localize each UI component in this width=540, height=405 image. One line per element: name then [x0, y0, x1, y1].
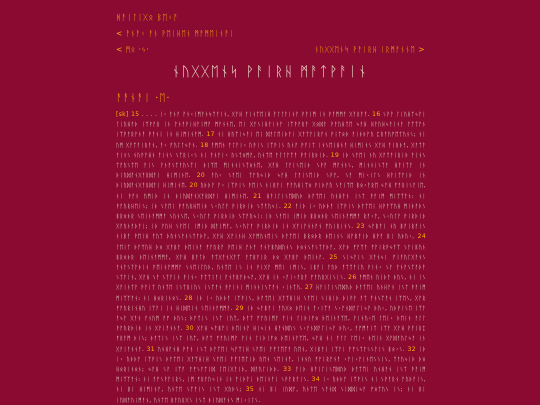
- verse-text: ᚨᛁᚦ ᚺᚨᛁᛚᛁᛊᛖᛞᚢᚦ ᚦᚨᛏᛖᛁ ᚢᚾᚺᚨᚾ ᛁᛊᛏ ᚹᚨᛁᛗ ᛗᛁᛉᛉᚨᚾ: ᚾᛁ ᚨᚠᛊᚹᚨᛁᚱᛊ, ᛁᛗ ᚠᚱᚨᚢᛃᛁᚾ ᛁᚾ ᚨᛁᚦᚨᛁ ᚦᛖᛁᚾᚨᛁ ᛊᚹᚨᚱᚨᛁᛊ.: [116, 367, 427, 384]
- verse-number: 29: [235, 304, 247, 312]
- site-home-link[interactable]: ᚻᚨᛁᛚᛁᚷᛟ ᛒᛖᚲᚨ: [116, 13, 179, 22]
- verse-text: ᛁᚲ ᚢᚦᚦᚨ ᛁᛉᚹᛁᛊ ᚾᛁ ᛊᚹᚨᚱᚾ ᚨᚢᚦᚨᛁᛊ, ᚾᛁ ᛒᛁ ᚺᛁᛗᛁᚾᚨ, ᚢᚾᛏᛖ ᛊᛏᚨᛁᛊ ᛁᛊᛏ ᚷᚢᚦᛊ;: [116, 377, 426, 394]
- verse-number: 16: [372, 111, 383, 118]
- verse-text: ᚨᛗᛖᚾ ᚢᛁᚦᚨ ᚦᚢᛊ, ᚾᛁ ᛁᛊ ᚷᚨᛁᚾᛏᚨ ᚹᚨᛁᛏ ᚢᚾᛏᛖ ᛁᛊᛏᚱᛁᚢᛊ ᛁᛊᛏᚨᚾ ᚹᚨᛁᚾᛁ ᛗᛁᚾᚾᛁᛊᛏᚨᚾ ᚲᛁᚾᛏᚢ.: [116, 275, 426, 292]
- verse-text: ᚷᚨᚺ ᛃᚨᛒᚨᛁ ᚦᛖᛁᚾᚨ ᚺᛁᛃᛁᚾ ᚺᚨᚾᛞᚢᛊ ᛊᚲᚨᚾᛞᚨᛚᛁᛃᚨ ᚦᚢᚲ, ᚨᚠᛗᚨᛁᛏ ᛁᛉᚨ ᚷᚨᚺ ᚹᚨᛁᚱᛈ ᚠᚱᚨᛗ ᚦᛁᛊ; ᚦᚨᛏᛁᛊ ᛁᛊᛏ ᛁᚢᛏ, ᚦᚨᛏ ᚠᚨᚢᛁᛗᚨ ᚨᛁᚾ ᛚᛁᚦᛁᚠᛟ ᚦᛖᛁᚾᚨᛉᛖ, ᛃᚨᚺ ᚾᛁ ᚨᛚᛚ ᛚᛖᛁᚲ ᚦᛖᛁᚾ ᚷᚨᛞᚨᚢᛚᛃᚨ ᛁᚾ ᚷᚨᛁᚨᚾᚾᚨ.: [116, 326, 427, 353]
- verse-number: 23: [356, 223, 368, 231]
- back-to-contents-link[interactable]: < ᚨᚾᚨᚲ ᚨᚾ ᚹᛖᛁᚺᛖᚾ ᛗᚨᛗᛖᛁᚾᚨᛁ: [116, 29, 235, 38]
- verse-text: ᚾᛁ ᛒᛁ ᛁᚢᛞᚨ, ᚢᚾᛏᛖ ᛊᚨᚾᛞ ᛊᛁᛞᛞᛁᛃᚨ ᚠᛟᛏᚢᛊ ᛁᛊ; ᚾᛁ ᛒᛁ ᛁᚢᛞᚨᚢᛁᛗᚨᚾ, ᚢᚾᛏᛖ ᛒᚨᚢᚱᚷᛊ ᛁᛊᛏ ᚦᛁᚢᛞᚨᚾᛊ ᛗᛁᚲᛁᛚᛊ.: [116, 387, 427, 404]
- verse-number: 25: [329, 253, 343, 261]
- verse-text: ᚨᛗᛖᚾ ᚨᛚᚨᛁᚲ ᚢᚹᛁᛊ ᛁᛉᚹᛁᛊ ᚢᚾᚨ ᚹᚨᛁᛏ ᛁᚾᛊᛖᛁᚺᚾᚨ ᚺᛁᛗᛁᚾᛊ ᚷᚨᚺ ᚨᛁᚱᚦᚨ, ᚷᚨᛏᚨ ᚨᛁᚾᛊ ᚾᚢᚹᚨᚺᚾ ᚨᛁᚾᛊ ᛊᛏᚱᛁᚲᛊ ᚾᛁ ᚨᚾᚨᛁᚲ ᚢᛊᛏᛟᛗᚨ, ᚢᚾᛏᛖ ᚨᛚᛚᚨᛏᚨ ᚹᚨᛁᚱᚦᛁᚦ.: [116, 142, 427, 159]
- verse-number: 19: [330, 151, 342, 159]
- verse-number: 20: [189, 182, 201, 190]
- verse-number: 18: [200, 141, 212, 149]
- verse-number: 28: [184, 294, 196, 302]
- verse-number: 33: [283, 366, 296, 374]
- verse-text: ᚢᚾᚺᚨᚾᚺ ᚹᚨᚾ ᛁᛊᛏ ᚦᚨᛏᛖᛁ ᛋᚨᛉᛁᚺ ᛊᚨᛖᛁ ᚨᚠᛚᛖᛏᚨ ᚢᛖᚾ, ᚷᛁᛒᚨᛁ ᛁᛉᚨᛁ ᚨᚠᛊᛏᚨᛊᛊᚨᛁᛊ ᛒᛟᚲᛊ.: [157, 346, 408, 353]
- book-title: ᚾᚢᚷᚷᛖᚾᛋ ᚹᚨᛁᚱᚺ ᛗᚨᛏᚹᚨᛁᚾ: [171, 64, 369, 80]
- verse-number: 24: [417, 233, 426, 241]
- verse-text: . . . . ᛁᚲ ᚨᚾᚨ ᚨᚾᚲᛁᛗᚨᚾᛋᛏᚨᛁᚾ, ᚷᚨᚺ ᚨᛁᚾᛏᛖᛁᚺ ᚨᛚᛚᚨᛁᚾᚨ ᚹᚨᛁᛗ ᛁᚾ ᚹᚨᛗᛗᚨ ᚷᚨᚱᚨᚨ.: [141, 112, 373, 118]
- verse-number: 20: [196, 172, 212, 180]
- verse-number: 34: [311, 376, 323, 384]
- verse-text: ᚺᚨᛁᛚᛁᛊᛖᛞᚢᚦ ᚦᚨᛏᛖᛁ ᚢᚾᚺᚨᚾ ᛁᛊᛏ ᚹᚨᛁᛗ ᛗᛁᛉᛉᚨᚾ: ᚾᛁ ᚹᚨᚢᚱᚺᛖᛁᛊ; ᛁᚦ ᛊᚨᛖᛁ ᚹᚨᚢᚱᚺᛖᛁᚦ ᛊᚲᚢᛚᚨ ᚹᛁᚱᚦᛁᚦ ᛊᛏᚨᚢᛃᛁ.: [116, 193, 426, 210]
- verse-number: 22: [283, 202, 295, 210]
- chapter-body: [116, 110, 426, 405]
- chapter-title: ᚨᚨᚾᚨᛁ ·ᛖ·: [116, 93, 171, 104]
- verse-number: 30: [185, 325, 197, 333]
- verse-text: ᛁᚦ ᛊᚨᛖᛁ ᚾᚢ ᚷᚨᛏᚨᛁᚱᛁᚦ ᚨᛁᚾᛊ ᛏᚨᚢᛊᛏᛖ ᚨᛁᛊ ᚨᚾᚨᛊᛏᚨᚢᛊᛏᛁ ᚦᛁᛉᛖ ᛗᛁᚾᚾᛁᛊᛏᛟᚾᛖ, ᚷᚨᚺ ᛚᚨᛁᛊᛖᛁᚦ ᛊᚹᚨ ᛗᚨᚾᚾᛊ, ᛗᛁᚾᚾᛁᛊᛏᚨ ᚺᚨᛁᛏᚨ ᛁᚾ ᚦᛁᚢᛞᚨᚾᚷᚨᚱᛞᚨᛁ ᚺᛁᛗᛁᚾᛖ.: [116, 152, 427, 180]
- next-book-link[interactable]: ᚾᚢᚷᚷᛖᚾᛋ ᚹᚨᛁᚱᚺ ᛁᚱᛗᚨᚾᚾᛖ >: [314, 45, 425, 54]
- verse-text: ᛁᚦ ᛁᚲ ᚢᚦᚦᚨ ᛁᛉᚹᛁᛊ ᚦᚨᛏᛖᛁ ᚷᚨᛉᚺᛁᚺ ᛊᚨᛖᛁ ᚨᚠᛚᛖᛏᛁᚦ ᚢᛖᚾ ᛊᛖᛁᚾᚨ, ᛁᚾᚾᚢ ᚠᚨᛁᚱᚨᚾᚨ ᚲᚨᛁᚲᚨᛁᚾᛖᛊᛊᛁᛊ, ᛏᚨᚢᛃᛁᚦ ᚦᛟ ᚺᛟᚱᛁᚾᛟᚾ; ᛃᚨᚺ ᛊᚨ ᛁᛉᚨ ᚨᚠᛊᚨᛏᛁᛞ ᛚᛖᛁᚷᚨᛁᚦ, ᛞᚨᚢᛚᛁᚦᚦ.: [116, 346, 427, 374]
- verse-text: ᛁᚦ ᛁᚲ ᚢᚦᚦᚨ ᛁᛉᚹᛁᛊ, ᚦᚨᛏᛖᛁ ᚷᚨᛉᚺᛁᚺ ᛊᚨᛖᛁ ᛊᛁᚺᛁᚦ ᚦᛁᚹᚨ ᚨᛏ ᚨᚾᛊᛏᚨᚾ ᛁᛉᛖᛊ, ᚷᚨᚱ ᚠᚨᚢᚱᛁᚾᚺᚢ ᛁᛉᚨᛁ ᛁᚾ ᚺᛁᛞᛖᛁᚾ ᛊᛖᛁᚾᚨᛗᛗᚨ.: [116, 295, 427, 312]
- verse-number: 32: [407, 345, 419, 353]
- verse-text: ᚾᛁ ᚺᚢᛉᛁᛃᚨᛁ ᛖᛁ ᛞᚨᛚᛖᛁᚦᚨᛁ ᚷᚨᛏᚨᛁᚱᚨᚾ ᚹᛁᛏᛟᚦ ᚨᛁᚦᚦᚨᚢ ᛈᚱᚨᚢᚠᛖᛏᚢᚾᛊ; ᚾᛁ ᚢᛗ ᚷᚨᛏᚨᛁᚱᚨᚾ, ᚨᚲ ᚠᚢᛚᛚᛃᚨᚾ.: [116, 132, 427, 149]
- verse-number: 26: [348, 274, 359, 282]
- verse-text: ᛁᚦ ᛃᚨᛒᚨᛁ ᚨᚢᚷᛟ ᚦᛖᛁᚾ ᚨᚲᛁᛉᚨ ᛊᚲᚨᚾᛞᚨᛚᛁᛃᚨ ᚦᚢᚲ, ᚢᚦᚹᛁᛊᛖ ᛁᛉᚨ ᚨᛃᚨ ᚷᚨᚾ ᚨᚾᚢᛗ ᚨᚠ ᚦᚢᛊ; ᚦᚨᛏᛁᛊ ᛁᛊᛏ ᛁᚢᛏ, ᚦᚨᛏ ᚠᚨᚢᛁᛗᚨ ᚨᛁᚾ ᛚᛁᚦᛁᚠᛟ ᚦᛖᛁᚾᚨᛉᛖ, ᚨᛁᚾᚢᚲᛖ ᛚᛖᛁᚲ ᚦᛖᛁᚾ ᚨᛚᛚ ᚹᚨᚢᚱᚦᛁᚦ ᛁᚾ ᚷᚨᛁᚨᚾᚾᚨ.: [116, 305, 426, 333]
- verse-text: ᚨᛁᚦ ᛁᚲ ᚢᚦᚦᚨ ᛁᛉᚹᛁᛊ ᚦᚨᛏᛖᛁ ᚺᚹᚨᛉᚢᚺ ᛗᛁᚦᚨᚦᛊ ᛒᚱᛟᚦᚱ ᛊᛖᛁᚾᚨᛗᛗᚨ ᛊᚢᚾᛊᛖ, ᛊᚲᚢᛚᚨ ᚹᛁᚱᚦᛁᚦ ᛊᛏᚨᚢᛃᛁ: ᛁᚦ ᛊᚨᛖᛁ ᛁᛗᛁᚦ ᛒᚱᛟᚦᚱ ᛊᛖᛁᚾᚨᛗᛗᚨ ᚱᚨᚲᚨ, ᛊᚲᚢᛚᚨ ᚹᛁᚱᚦᛁᚦ ᚷᚨᚢᚾᚨᚦᚨᛁ; ᛁᚦ ᚨᚢᚺ ᛊᚨᛖᛁ ᛁᛗᛁᚦ ᛞᚨᛁᛗᚨ, ᛊᚲᚢᛚᚨ ᚹᛁᚱᚦᛁᚦ ᛁᚾ ᚷᚨᛁᚨᚾᚾᚨᚾ ᚠᚢᛁᚱᛁᚾᛊ.: [116, 203, 426, 231]
- verse-text: ᚨᚢᚲ ᛊᚨᛖᛁ ᛏᚨᚢᛃᛁᚦ ᛃᚨᚺ ᛚᚨᛁᛊᛖᛁᚦ ᛊᚹᚨ, ᛊᚨ ᛗᛁᚲᛁᛚᛊ ᚺᚨᛁᛏᚨᛁᚦ ᛁᚾ ᚦᛁᚢᛞᚨᚾᚷᚨᚱᛞᚨᛁ ᚺᛁᛗᛁᚾᛖ.: [116, 173, 427, 190]
- previous-book-link[interactable]: < ᛗᛟ ·ᛃ·: [116, 45, 150, 54]
- verse-number: [sk] 15: [116, 111, 142, 118]
- verse-number: 17: [206, 131, 218, 139]
- verse-text: ᛊᚹᚨ ᛚᛁᚢᚺᛏᛃᚨᛁ ᛚᛁᚢᚺᚨᚦ ᛁᛉᚹᚨᚱ ᛁᚾ ᚨᚾᚨᚹᛁᚺᚨᛁᛗᚨ ᛗᚨᚾᚾᛖ, ᛖᛁ ᚷᚨᛊᛁᚺᚨᛁᚾᚨ ᛁᛉᚹᚨᚱᚨ ᚷᛟᛞᚨ ᚹᚨᚢᚺᛏᛖ ᛃᚨᚺ ᚺᚨᚢᚺᛃᚨᛁᚾᚨ ᚨᛏᛏᚨᚾ ᛁᛉᚹᚨᚱᚨᚾᚨ ᚹᚨᚾᛁ ᛁᚾ ᚺᛁᛗᛁᚾᚨᛗ.: [116, 112, 426, 139]
- verse-text: ᛊᛁᛃᚨᛁᛊ ᚷᚨᚾᛃᛁ ᚠᛁᚨᚢᛚᚷᚨᚾᛊ ᚨᚾᚨᛊᛏᚨᚦᛁᚾ ᚹᛖᛁᚾᚨᛗᛗᚨ ᛊᚾᛖᛁᛚᚢᚦ, ᚢᚾᛏᛖ ᛁᛊ ᛁᚾ ᚹᛁᚷᚨ ᛗᛖᛁ ᛁᛗᛁᛊ, ᛁᛒᚨᛁ ᚨᚢᚦ ᚨᛏᛏᚨᛁᚢ ᚹᛁᚾᚲ ᛊᚨ ᚨᚾᚨᛊᛏᚨᚦᚨ ᛊᛏᚨᛁᚾ, ᚷᚨᚺ ᛊᚨ ᛊᛏᚨᛁᚾ ᚹᛁᚾᚲ ᚨᛏᛏᛁᚨᛁ ᚨᚾᚨᛒᚨᚦᛃᚨ, ᚷᚨᚺ ᛁᚾ ᚲᚨᛁᚲᚨᚱᚨ ᚠᚨᚢᚱᚷᛁᛊᛁᛊ.: [116, 254, 427, 282]
- verse-text: ᚺᚨᛁᛚᛁᛊᛖᛞᚢᚦ ᚦᚨᛏᛖᛁ ᚢᚾᚺᚨᚾ ᛁᛊᛏ ᚹᚨᛁᛗ ᛗᛁᛉᛉᚨᚾ: ᚾᛁ ᚺᛟᚱᛁᚾᛟᛊ.: [116, 285, 426, 302]
- verse-text: ᚢᚦᚦᚨ ᚨᚲ ᛁᛉᚹᛁᛊ ᚹᛖᛁᛊ ᚾᛁᛒᚨᛁ ᚠᚨᚢᚺᛁᛉᛟ ᚹᛁᚦᚨᚢ ᛊᚨᛁᛉᛖ ᛒᛟᚲᚨᚱᛖ ᛃᚨᚺ ᚠᚨᚱᛁᛊᚨᛁᛖ, ᚾᛁ ᚹᚨᚾ ᚢᛗᛁᚦ ᛁᚾ ᚦᛁᚢᛞᚨᚾᚷᚨᚱᛞᚨᛁ ᚺᛁᛗᛁᚾᛖ.: [116, 183, 427, 200]
- verse-number: 21: [253, 192, 267, 200]
- verse-text: ᛚᛖᛁᛏ ᚦᚨᛉᚢᚺ ᚦᛟ ᚷᚨᛒᚨ ᚦᛖᛁᚾᚨ ᚠᚨᚢᚱᚨ ᚹᛖᛁᚺ ᚨᚾᚨ ᚨᚾᚨᛒᚢᛞᚢᚾᛊ ᚦᛟᚾᛊᚨᛊᛏᚨᚦᚨ, ᚷᚨᚦ ᚠᚨᛉᚨ ᚠᚨᛁᚱᚹᛃᚨᛉ ᛊᚨᛁᛒᚢᚾ ᛒᚱᛟᚦᚱ ᚦᛖᛁᚾᚨᛗᛗᚨ, ᚷᚨᚺ ᛒᚨᛚᚦ ᚨᛏᚷᚨᚾᚷᚨᛉ ᚨᛏᛒᚨᛁᚱ ᚦᛟ ᚷᚨᛒᚨ ᚦᛖᛁᚾᚨ.: [116, 244, 426, 261]
- verse-number: 27: [304, 284, 316, 292]
- verse-number: 35: [245, 386, 259, 394]
- verse-text: ᛃᚨᛒᚨᛁ ᚾᚢ ᛒᚨᛁᚱᚨᛁᛊ ᚾᛁᛒᚨ ᚹᛖᛁᚺ ᚨᚢᛏ ᚦᚢᚾᛊᚨᚾᛊᛏᚨᚦᚨ, ᚷᚨᚺ ᚷᚨᛁᚾᚺ ᚷᚨᛗᚢᚾᛖᛁᛊ ᚦᚨᛏᛖᛁ ᛒᚱᛟᚦᚱ ᚦᛖᛁᚾᛊ ᚺᚨᛒᚨᛁᚦ ᚺᚹᚨ ᛒᛁ ᚢᚦᚢᚲ,: [116, 224, 426, 241]
- verse-number: 31: [146, 345, 158, 353]
